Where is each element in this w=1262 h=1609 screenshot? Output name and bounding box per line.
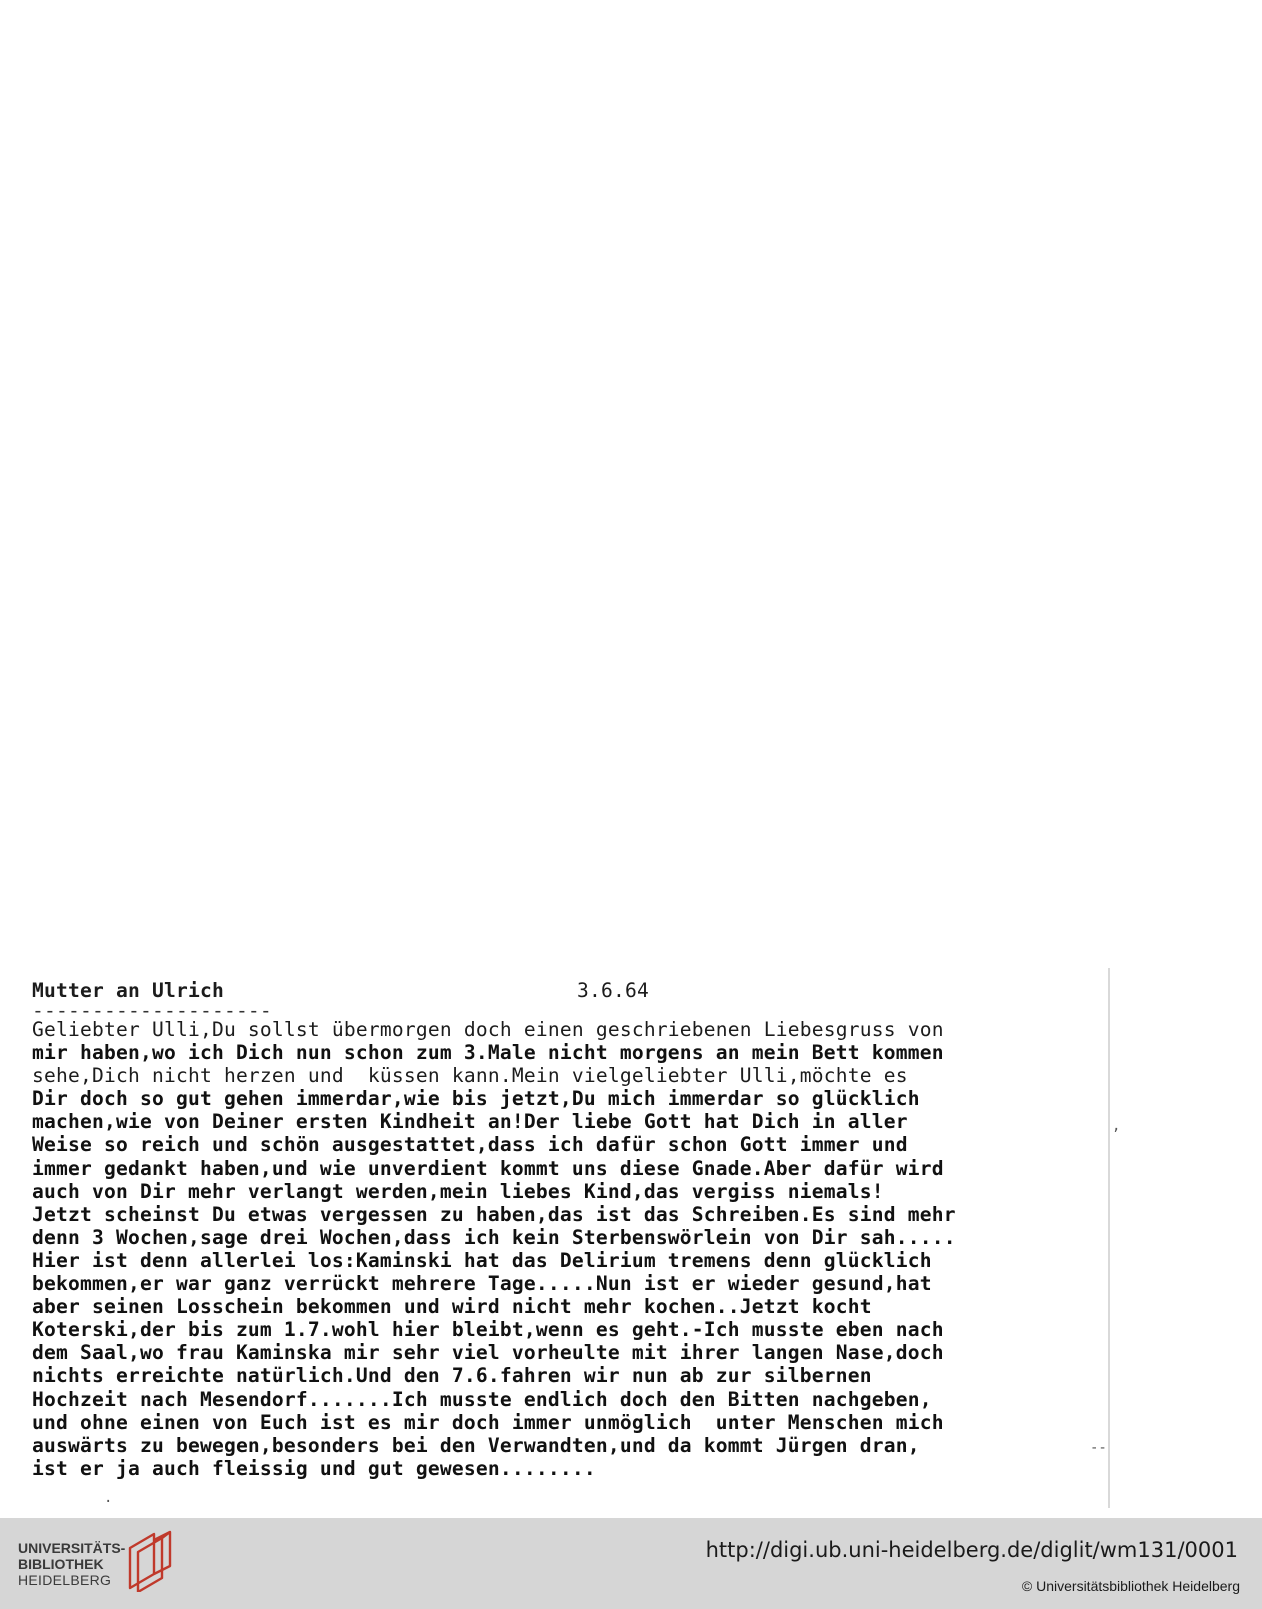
letter-line: Hier ist denn allerlei los:Kaminski hat das Delirium tremens denn glücklich (32, 1248, 932, 1272)
letter-line: Dir doch so gut gehen immerdar,wie bis jetzt,Du mich immerdar so glücklich (32, 1087, 920, 1111)
letter-line: auch von Dir mehr verlangt werden,mein liebes Kind,das vergiss niemals! (32, 1179, 884, 1203)
scan-edge-line (1108, 968, 1110, 1508)
scan-speck: -- (1090, 1440, 1107, 1456)
letter-line: Hochzeit nach Mesendorf.......Ich musste endlich doch den Bitten nachgeben, (32, 1387, 932, 1411)
letter-line: bekommen,er war ganz verrückt mehrere Tage.....Nun ist er wieder gesund,hat (32, 1272, 932, 1296)
letter-line: und ohne einen von Euch ist es mir doch immer unmöglich unter Menschen mich (32, 1410, 944, 1434)
permalink-url[interactable]: http://digi.ub.uni-heidelberg.de/diglit/wm131/0001 (705, 1538, 1238, 1562)
letter-line: Jetzt scheinst Du etwas vergessen zu haben,das ist das Schreiben.Es sind mehr (32, 1202, 956, 1226)
logo-line: BIBLIOTHEK (18, 1556, 104, 1572)
letter-title: Mutter an Ulrich (32, 979, 224, 1002)
letter-line: dem Saal,wo frau Kaminska mir sehr viel vorheulte mit ihrer langen Nase,doch (32, 1341, 944, 1365)
library-logo-text (18, 1540, 125, 1588)
letter-line: Geliebter Ulli,Du sollst übermorgen doch einen geschriebenen Liebesgruss von (32, 1018, 944, 1041)
letter-header (32, 978, 1092, 1004)
letter-line: sehe,Dich nicht herzen und küssen kann.Mein vielgeliebter Ulli,möchte es (32, 1064, 908, 1088)
letter-line: ist er ja auch fleissig und gut gewesen........ (32, 1456, 596, 1480)
copyright-notice: © Universitätsbibliothek Heidelberg (1021, 1578, 1240, 1594)
letter-line: Koterski,der bis zum 1.7.wohl hier bleibt,wenn es geht.-Ich musste eben nach (32, 1318, 944, 1342)
title-underline: -------------------- (32, 999, 272, 1022)
letter-line: aber seinen Losschein bekommen und wird nicht mehr kochen..Jetzt kocht (32, 1295, 872, 1319)
library-logo-icon (124, 1530, 174, 1592)
letter-line: immer gedankt haben,und wie unverdient kommt uns diese Gnade.Aber dafür wird (32, 1156, 944, 1180)
logo-line: UNIVERSITÄTS- (18, 1540, 126, 1556)
letter-date: 3.6.64 (577, 979, 649, 1002)
scan-speck: , (1112, 1118, 1121, 1134)
letter-line: Weise so reich und schön ausgestattet,dass ich dafür schon Gott immer und (32, 1133, 908, 1157)
letter-line: auswärts zu bewegen,besonders bei den Verwandten,und da kommt Jürgen dran, (32, 1433, 920, 1457)
letter-line: nichts erreichte natürlich.Und den 7.6.fahren wir nun ab zur silbernen (32, 1364, 872, 1388)
letter-line: denn 3 Wochen,sage drei Wochen,dass ich kein Sterbenswörlein von Dir sah..... (32, 1225, 956, 1249)
digitization-footer (0, 1518, 1262, 1609)
typewritten-letter (32, 978, 1092, 1480)
letter-line: machen,wie von Deiner ersten Kindheit an!Der liebe Gott hat Dich in aller (32, 1110, 908, 1134)
logo-line: HEIDELBERG (18, 1572, 112, 1588)
letter-line: mir haben,wo ich Dich nun schon zum 3.Male nicht morgens an mein Bett kommen (32, 1041, 944, 1065)
scan-speck: · (104, 1494, 113, 1510)
